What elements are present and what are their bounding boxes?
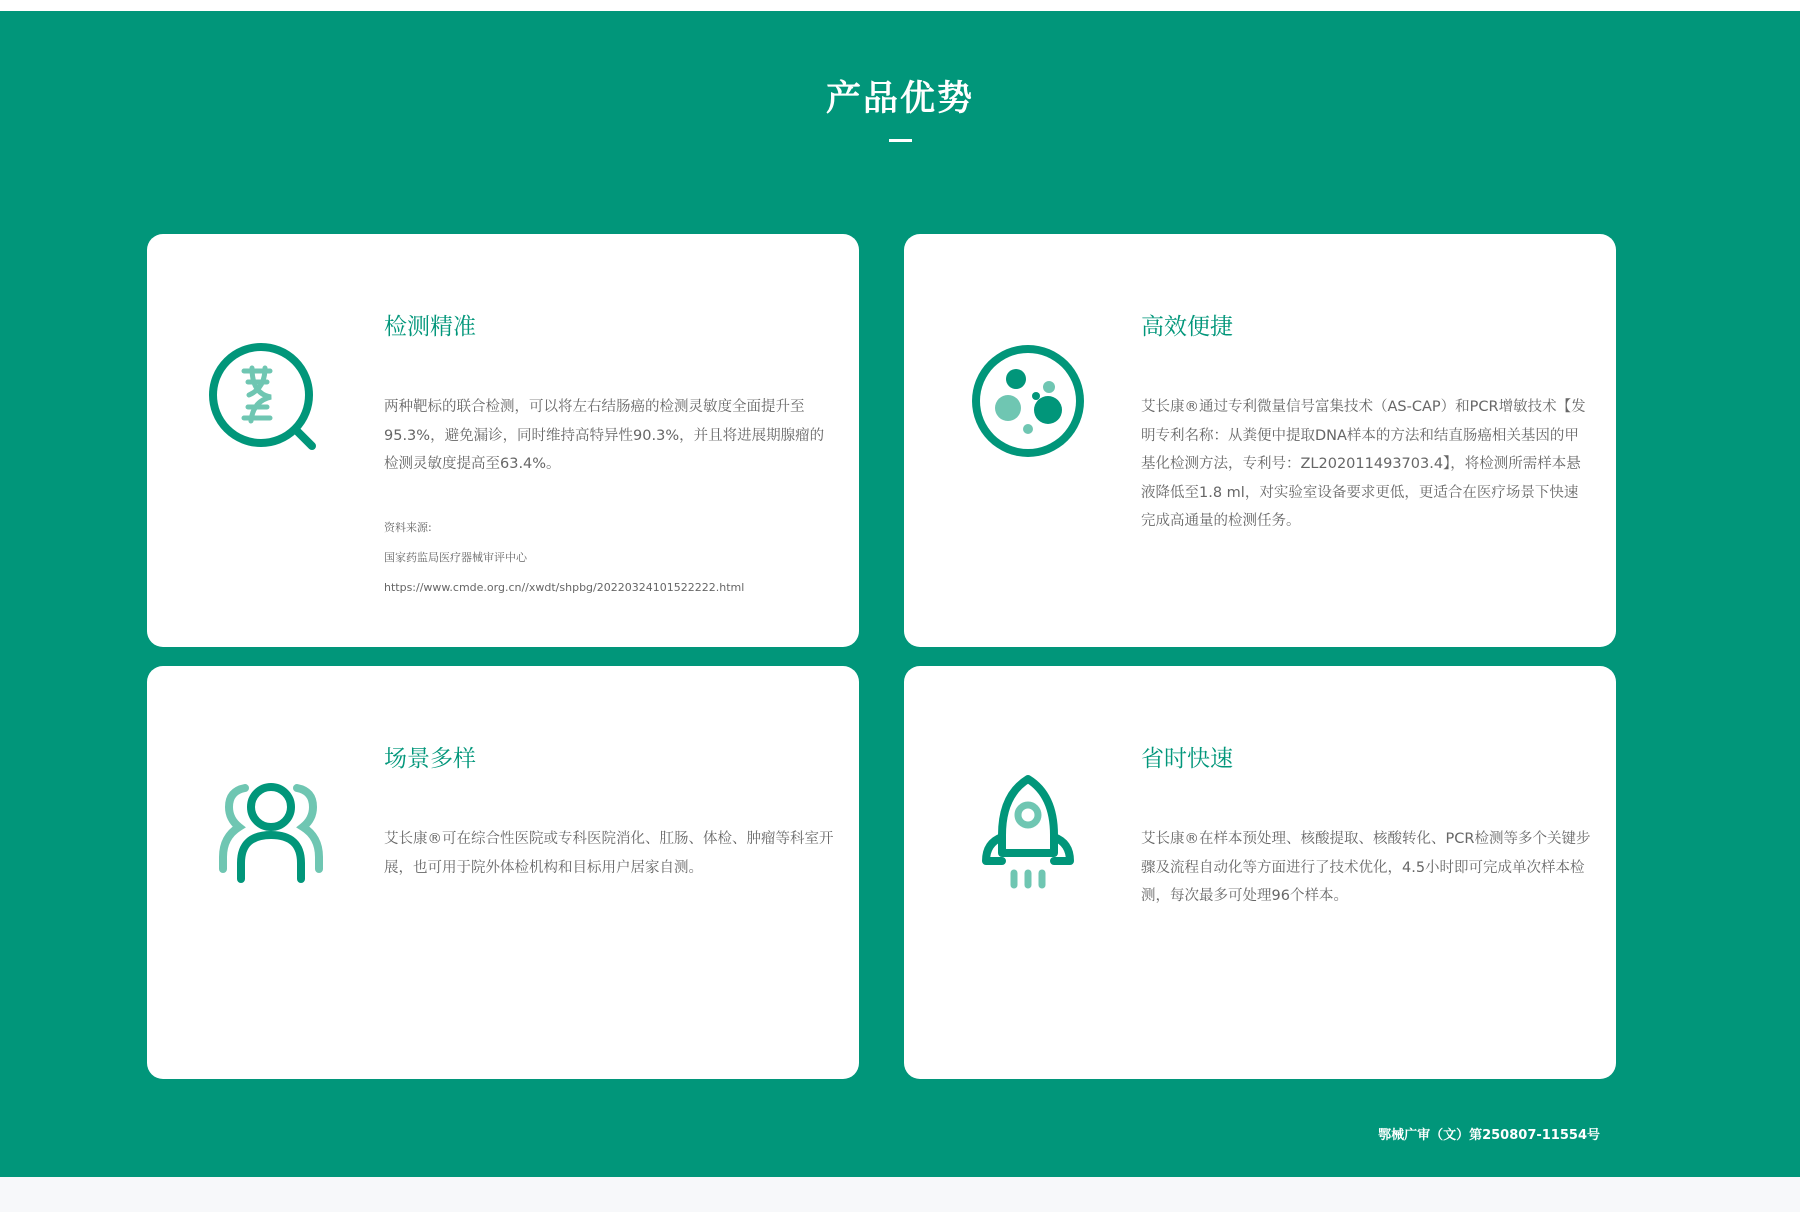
card-title: 省时快速 xyxy=(1141,746,1233,772)
ad-approval-number: 鄂械广审（文）第250807-11554号 xyxy=(1378,1128,1600,1143)
card-source xyxy=(384,513,744,603)
source-label: 资料来源: xyxy=(384,521,432,534)
card-description: 两种靶标的联合检测，可以将左右结肠癌的检测灵敏度全面提升至95.3%，避免漏诊，同时维持高特异性90.3%，并且将进展期腺瘤的检测灵敏度提高至63.4%。 xyxy=(384,399,825,472)
dna-magnifier-icon xyxy=(209,341,333,465)
people-group-icon xyxy=(209,773,333,897)
rocket-icon xyxy=(966,773,1090,897)
source-url: https://www.cmde.org.cn//xwdt/shpbg/20220324101522222.html xyxy=(384,581,745,594)
petri-dish-icon xyxy=(966,341,1090,465)
source-organization: 国家药监局医疗器械审评中心 xyxy=(384,551,527,564)
card-description: 艾长康®在样本预处理、核酸提取、核酸转化、PCR检测等多个关键步骤及流程自动化等方面进行了技术优化，4.5小时即可完成单次样本检测，每次最多可处理96个样本。 xyxy=(1141,831,1591,904)
card-title: 场景多样 xyxy=(384,746,476,772)
section-title: 产品优势 xyxy=(825,79,974,119)
card-title: 高效便捷 xyxy=(1141,314,1233,340)
card-title: 检测精准 xyxy=(384,314,476,340)
top-strip xyxy=(0,0,1800,11)
advantage-card-scenarios xyxy=(147,666,859,1079)
title-underline xyxy=(889,139,912,142)
advantage-card-accurate xyxy=(147,234,859,647)
card-description: 艾长康®通过专利微量信号富集技术（AS-CAP）和PCR增敏技术【发明专利名称：从粪便中提取DNA样本的方法和结直肠癌相关基因的甲基化检测方法，专利号：ZL202011493703.4】，将检测所需样本悬液降低至1.8 ml，对实验室设备要求更低，更适合在医疗场景下快速完成高通量的检测任务。 xyxy=(1141,399,1586,529)
card-description: 艾长康®可在综合性医院或专科医院消化、肛肠、体检、肿瘤等科室开展，也可用于院外体检机构和目标用户居家自测。 xyxy=(384,831,834,876)
advantage-card-fast xyxy=(904,666,1616,1079)
advantage-card-efficient xyxy=(904,234,1616,647)
product-advantages-section xyxy=(0,11,1800,1177)
